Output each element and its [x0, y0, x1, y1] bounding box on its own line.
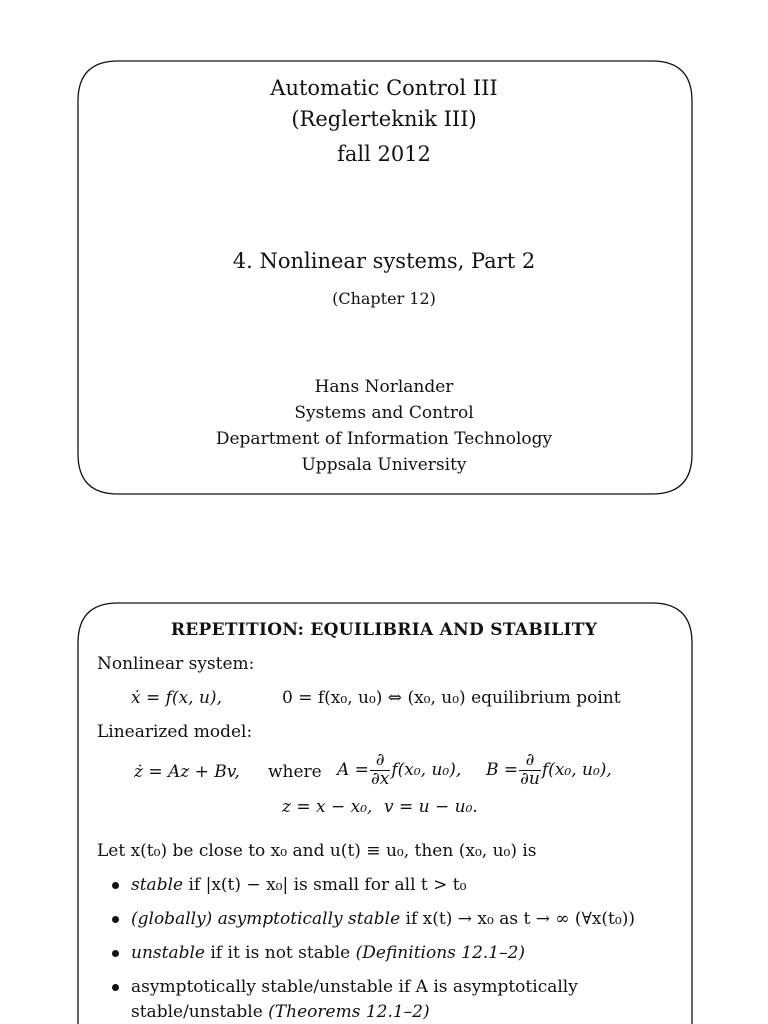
- stability-intro: Let x(t₀) be close to x₀ and u(t) ≡ u₀, then (x₀, u₀) is: [97, 841, 537, 861]
- matrix-a-definition: [337, 748, 461, 792]
- a-lhs: A =: [337, 760, 369, 780]
- equilibrium-equation: 0 = f(x₀, u₀) ⇔ (x₀, u₀) equilibrium point: [282, 688, 621, 708]
- course-subtitle: (Reglerteknik III): [291, 107, 477, 131]
- definitions-ref: (Definitions 12.1–2): [355, 943, 526, 963]
- v-definition: v = u − u₀.: [384, 797, 478, 817]
- list-item: [131, 943, 525, 963]
- a-fraction: [370, 749, 390, 789]
- nonlinear-label: Nonlinear system:: [97, 654, 255, 674]
- where-word: where: [268, 762, 322, 782]
- university-name: Uppsala University: [301, 455, 467, 475]
- a-dx: ∂x: [370, 768, 390, 789]
- list-item: [131, 875, 466, 895]
- b-fraction: [519, 749, 541, 789]
- department-name: Department of Information Technology: [215, 429, 553, 449]
- theorems-ref: (Theorems 12.1–2): [268, 1002, 430, 1022]
- list-item: [131, 909, 635, 929]
- course-title: Automatic Control III: [270, 76, 498, 100]
- unstable-text: if it is not stable: [204, 943, 356, 963]
- asymptotic-term: (globally) asymptotically stable: [131, 909, 401, 929]
- matrix-b-definition: [486, 748, 612, 792]
- linear-model-equation: ż = Az + Bv,: [134, 762, 240, 782]
- stable-term: stable: [131, 875, 184, 895]
- bullet-icon: [112, 984, 119, 991]
- bullet-icon: [112, 882, 119, 889]
- system-equation: ẋ = f(x, u),: [131, 688, 222, 708]
- bullet-icon: [112, 916, 119, 923]
- asymptotic-text: if x(t) → x₀ as t → ∞ (∀x(t₀)): [400, 909, 635, 929]
- lecture-title: 4. Nonlinear systems, Part 2: [232, 249, 536, 273]
- linearized-label: Linearized model:: [97, 722, 253, 742]
- b-partial: ∂: [519, 752, 541, 771]
- a-partial: ∂: [370, 752, 390, 771]
- chapter-ref: (Chapter 12): [332, 289, 436, 308]
- course-term: fall 2012: [337, 142, 431, 166]
- author-name: Hans Norlander: [314, 377, 454, 397]
- b-du: ∂u: [520, 768, 540, 789]
- z-definition: z = x − x₀,: [282, 797, 373, 817]
- list-item-continuation: [131, 1002, 430, 1022]
- unstable-term: unstable: [131, 943, 205, 963]
- bullet-icon: [112, 950, 119, 957]
- stable-text: if |x(t) − x₀| is small for all t > t₀: [183, 875, 467, 895]
- list-item: [131, 977, 578, 997]
- b-rhs: f(x₀, u₀),: [541, 760, 612, 780]
- a-rhs: f(x₀, u₀),: [391, 760, 462, 780]
- linearization-text: asymptotically stable/unstable if A is asymptotically: [131, 977, 578, 997]
- b-lhs: B =: [486, 760, 519, 780]
- division-name: Systems and Control: [294, 403, 474, 423]
- linearization-text-2: stable/unstable: [131, 1002, 269, 1022]
- slide-heading: REPETITION: EQUILIBRIA AND STABILITY: [170, 620, 598, 640]
